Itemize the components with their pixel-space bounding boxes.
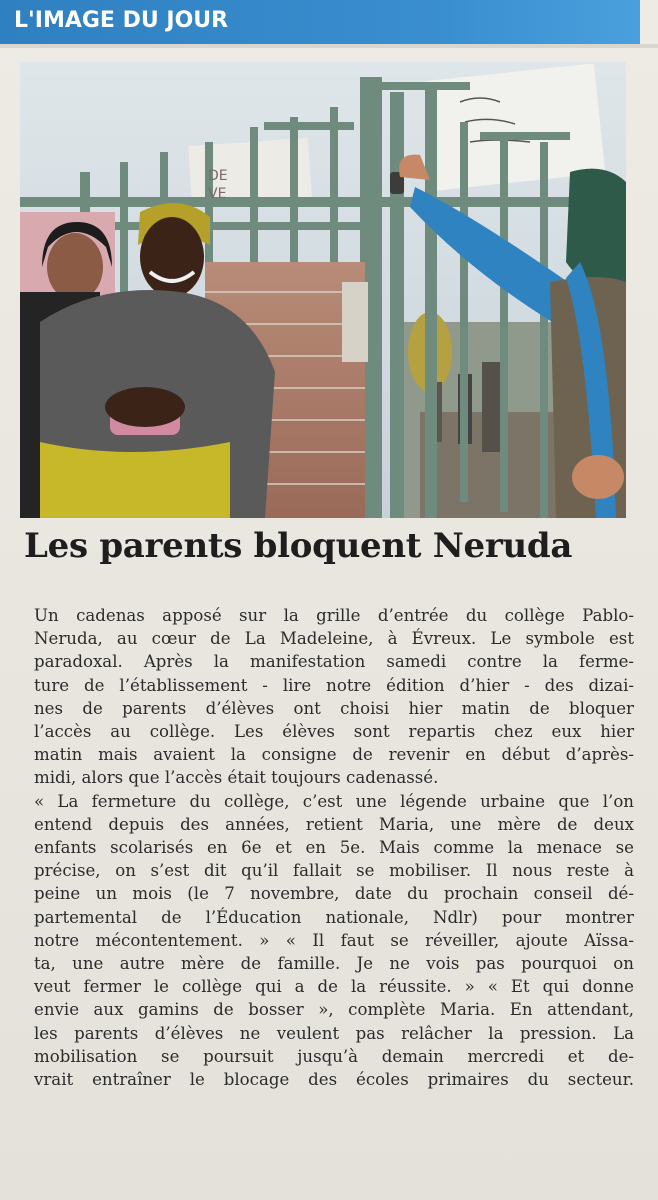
body-line: Un cadenas apposé sur la grille d’entrée du collège Pablo- [34, 606, 634, 625]
body-line: matin mais avaient la consigne de revenir en début d’après- [34, 745, 634, 765]
body-line: nes de parents d’élèves ont choisi hier matin de bloquer [34, 698, 634, 718]
body-line: entend depuis des années, retient Maria, une mère de deux [34, 814, 634, 834]
body-line: veut fermer le collège qui a de la réussite. » « Et qui donne [34, 977, 634, 997]
section-title: L'IMAGE DU JOUR [14, 8, 229, 33]
body-line: mobilisation se poursuit jusqu’à demain mercredi et de- [34, 1046, 634, 1066]
hand [572, 455, 624, 499]
body-line: enfants scolarisés en 6e et en 5e. Mais comme la menace se [34, 838, 634, 858]
body-line: Neruda, au cœur de La Madeleine, à Évreux. Le symbole est [34, 629, 634, 649]
body-line: l’accès au collège. Les élèves sont repartis chez eux hier [34, 722, 634, 742]
body-line: les parents d’élèves ne veulent pas relâcher la pression. La [34, 1023, 634, 1043]
body-line: ta, une autre mère de famille. Je ne vois pas pourquoi on [34, 954, 634, 974]
person-face [47, 233, 103, 301]
body-line: ture de l’établissement - lire notre édition d’hier - des dizai- [34, 675, 634, 695]
body-line: notre mécontentement. » « Il faut se réveiller, ajoute Aïssa- [34, 930, 634, 950]
body-line: peine un mois (le 7 novembre, date du prochain conseil dé- [34, 884, 634, 904]
article-body [34, 604, 634, 1091]
banner-divider [0, 44, 658, 48]
sign-text: DE [208, 168, 228, 184]
article-headline: Les parents bloquent Neruda [24, 526, 573, 566]
body-line: « La fermeture du collège, c’est une légende urbaine que l’on [34, 791, 634, 811]
article-photo [20, 62, 626, 518]
body-line: envie aux gamins de bosser », complète Maria. En attendant, [34, 1000, 634, 1020]
section-banner [0, 0, 640, 44]
body-line: vrait entraîner le blocage des écoles primaires du secteur. [34, 1070, 634, 1090]
body-line: partemental de l’Éducation nationale, Ndlr) pour montrer [34, 907, 634, 927]
body-line: midi, alors que l’accès était toujours cadenassé. [34, 768, 439, 788]
intercom-box [342, 282, 368, 362]
sign-text: VE [208, 186, 227, 202]
person-face [140, 217, 204, 297]
photo-illustration [20, 62, 626, 518]
body-line: paradoxal. Après la manifestation samedi contre la ferme- [34, 652, 634, 672]
patterned-skirt [40, 442, 230, 518]
hands [105, 387, 185, 427]
body-line: précise, on s’est dit qu’il fallait se mobiliser. Il nous reste à [34, 861, 634, 881]
